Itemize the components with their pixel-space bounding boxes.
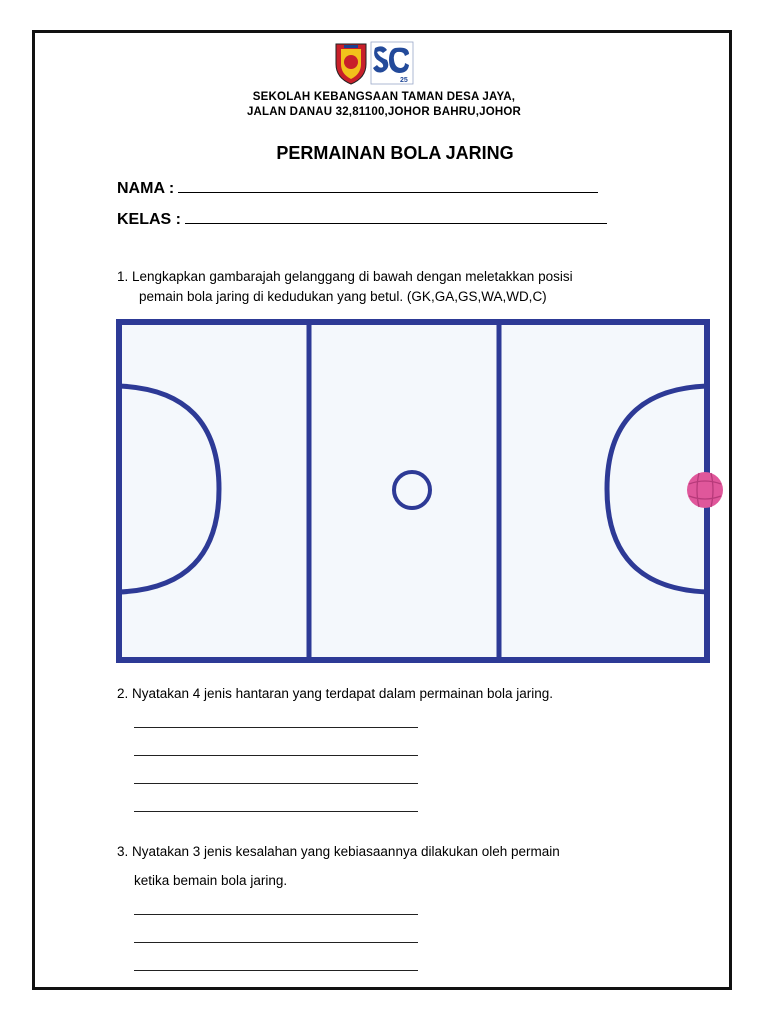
worksheet-title: PERMAINAN BOLA JARING bbox=[276, 143, 514, 163]
question-3-line-2: ketika bemain bola jaring. bbox=[134, 873, 288, 888]
question-2: 2. Nyatakan 4 jenis hantaran yang terdapat dalam permainan bola jaring. bbox=[117, 686, 554, 701]
sk-emblem-icon bbox=[371, 42, 413, 84]
nama-field bbox=[117, 178, 598, 198]
q2-answer-line-2[interactable] bbox=[134, 755, 418, 756]
q2-answer-line-4[interactable] bbox=[134, 811, 418, 812]
q3-answer-line-1[interactable] bbox=[134, 914, 418, 915]
question-1-line-1: 1. Lengkapkan gambarajah gelanggang di bawah dengan meletakkan posisi bbox=[117, 269, 573, 284]
q2-answer-line-3[interactable] bbox=[134, 783, 418, 784]
school-logos bbox=[333, 40, 415, 86]
netball-icon bbox=[687, 472, 723, 508]
question-1-line-2: pemain bola jaring di kedudukan yang betul. (GK,GA,GS,WA,WD,C) bbox=[139, 289, 547, 304]
court-boundary bbox=[119, 322, 707, 660]
school-name: SEKOLAH KEBANGSAAN TAMAN DESA JAYA, bbox=[252, 91, 516, 103]
kelas-label: KELAS : bbox=[117, 211, 181, 228]
svg-text:25: 25 bbox=[400, 77, 408, 84]
kelas-answer-line[interactable] bbox=[185, 209, 607, 224]
question-3-line-1: 3. Nyatakan 3 jenis kesalahan yang kebiasaannya dilakukan oleh permain bbox=[117, 844, 560, 859]
q2-answer-line-1[interactable] bbox=[134, 727, 418, 728]
school-crest-icon bbox=[336, 44, 366, 84]
netball-court-diagram bbox=[115, 318, 727, 666]
kelas-field bbox=[117, 209, 607, 229]
nama-answer-line[interactable] bbox=[178, 178, 598, 193]
q3-answer-line-3[interactable] bbox=[134, 970, 418, 971]
nama-label: NAMA : bbox=[117, 180, 175, 197]
q3-answer-line-2[interactable] bbox=[134, 942, 418, 943]
school-address: JALAN DANAU 32,81100,JOHOR BAHRU,JOHOR bbox=[246, 106, 522, 118]
